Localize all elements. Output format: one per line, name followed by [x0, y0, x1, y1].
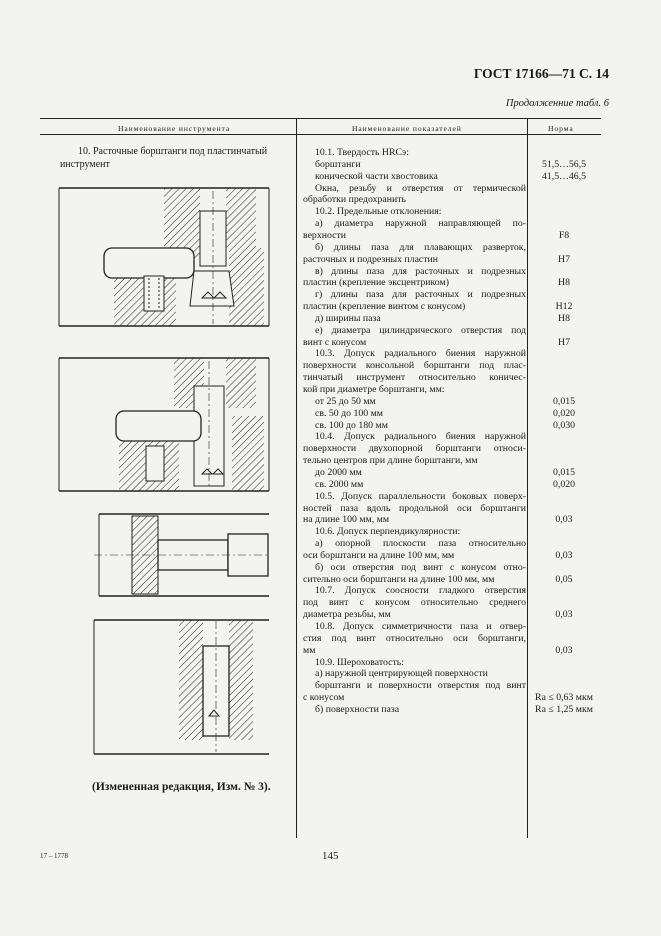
- indicator-text: б) длины паза для плавающих разверток,: [315, 241, 526, 253]
- norm-value: 41,5…46,5: [541, 170, 587, 182]
- indicator-text: а) диаметра наружной направляющей по-: [315, 218, 526, 230]
- indicator-text: пластин (крепление винтом с конусом): [303, 301, 466, 313]
- indicator-text: 10.9. Шероховатость:: [315, 656, 404, 668]
- indicator-text: 10.2. Предельные отклонения:: [315, 206, 442, 218]
- indicator-text: кой при диаметре борштанги, мм:: [303, 384, 445, 395]
- indicator-text: пластин (крепление эксцентриком): [303, 277, 449, 289]
- norm-value: H8: [558, 312, 570, 324]
- indicator-text: верхности: [303, 229, 346, 241]
- indicator-text: 10.4. Допуск радиального биения наружной: [315, 431, 526, 443]
- table-continued-label: Продолженние табл. 6: [505, 98, 609, 109]
- drawing-boring-bar-4: [54, 616, 274, 758]
- norm-value: 0,03: [555, 644, 573, 656]
- norm-value: 51,5…56,5: [541, 158, 587, 170]
- norm-value: 0,05: [555, 573, 573, 585]
- indicator-text: сительно оси борштанги на длине 100 мм, мм: [303, 573, 495, 585]
- norm-value: 0,03: [555, 609, 573, 621]
- indicator-text: е) диаметра цилиндрического отверстия под: [315, 324, 526, 336]
- page-number: 145: [322, 850, 339, 862]
- norm-value: 0,030: [552, 419, 576, 431]
- indicator-text: винт с конусом: [303, 336, 367, 348]
- col-header-indicators: Наименование показателей: [352, 124, 462, 133]
- indicator-text: 10.3. Допуск радиального биения наружной: [315, 348, 526, 360]
- indicator-text: стия под винт относительно оси борштанги,: [303, 632, 526, 644]
- indicator-text: д) ширины паза: [315, 312, 381, 324]
- norm-value: Ra ≤ 0,63 мкм: [535, 692, 593, 704]
- indicator-text: 10.1. Твердость HRCэ:: [315, 147, 409, 158]
- indicator-text: тинчатый инструмент относительно коничес-: [303, 372, 526, 384]
- drawing-boring-bar-1: [54, 186, 274, 331]
- indicator-text: а) наружной центрирующей поверхности: [315, 668, 488, 680]
- indicator-text: ностей паза вдоль продольной оси борштанги: [303, 502, 526, 514]
- indicator-text: поверхности консольной борштанги под плас-: [303, 360, 526, 372]
- indicator-text: на длине 100 мм, мм: [303, 514, 390, 526]
- col-header-tool: Наименование инструмента: [118, 124, 231, 133]
- indicator-text: св. 50 до 100 мм: [315, 407, 383, 419]
- indicator-text: а) опорной плоскости паза относительно: [315, 538, 526, 550]
- indicator-text: под винт с конусом относительно среднего: [303, 597, 526, 609]
- norm-value: H12: [555, 301, 573, 313]
- indicator-text: 10.8. Допуск симметричности паза и отвер-: [315, 621, 526, 632]
- indicator-text: борштанги и поверхности отверстия под винт: [315, 680, 526, 692]
- indicator-text: обработки предохранить: [303, 194, 406, 206]
- indicator-text: диаметра резьбы, мм: [303, 609, 391, 621]
- table-top-rule: [40, 118, 601, 119]
- indicator-text: 10.6. Допуск перпендикулярности:: [315, 526, 461, 538]
- indicator-text: Окна, резьбу и отверстия от термической: [315, 182, 526, 194]
- indicator-text: в) длины паза для расточных и подрезных: [315, 265, 526, 277]
- table-header-rule: [40, 134, 601, 135]
- norm-value: Ra ≤ 1,25 мкм: [535, 703, 593, 715]
- indicator-text: расточных и подрезных пластин: [303, 253, 439, 265]
- indicator-text: от 25 до 50 мм: [315, 395, 376, 407]
- footer-code: 17 – 1778: [40, 852, 68, 860]
- change-note: (Измененная редакция, Изм. № 3).: [92, 781, 271, 793]
- norm-value: 0,020: [552, 478, 576, 490]
- indicator-text: 10.7. Допуск соосности гладкого отверстия: [315, 585, 526, 597]
- col-header-norm: Норма: [548, 124, 574, 133]
- indicator-text: борштанги: [315, 158, 361, 170]
- indicator-text: конической части хвостовика: [315, 170, 438, 182]
- indicator-text: с конусом: [303, 692, 345, 704]
- norm-value: 0,015: [552, 466, 576, 478]
- norm-value: H8: [558, 277, 570, 289]
- norm-value: F8: [558, 229, 570, 241]
- norm-value: H7: [558, 336, 570, 348]
- page-header: ГОСТ 17166—71 С. 14: [473, 66, 609, 81]
- indicator-text: тельно центров при длине борштанги, мм: [303, 455, 478, 467]
- norm-value: 0,03: [555, 549, 573, 561]
- indicator-text: б) оси отверстия под винт с конусом отно-: [315, 561, 526, 573]
- indicator-text: оси борштанги на длине 100 мм, мм: [303, 549, 455, 561]
- norm-value: 0,020: [552, 407, 576, 419]
- norm-value: 0,015: [552, 395, 576, 407]
- norm-value: 0,03: [555, 514, 573, 526]
- indicator-text: 10.5. Допуск параллельности боковых поверх-: [315, 490, 526, 502]
- drawing-boring-bar-2: [54, 356, 274, 496]
- norm-value: H7: [558, 253, 570, 265]
- indicator-text: поверхности двухопорной борштанги относи-: [303, 443, 526, 455]
- drawing-boring-bar-3: [54, 510, 274, 602]
- indicator-text: б) поверхности паза: [315, 703, 400, 715]
- indicator-text: св. 2000 мм: [315, 478, 364, 490]
- indicator-text: св. 100 до 180 мм: [315, 419, 388, 431]
- indicator-text: г) длины паза для расточных и подрезных: [315, 289, 526, 301]
- column-divider-1: [296, 118, 297, 838]
- indicator-text: мм: [303, 644, 316, 656]
- indicator-text: до 2000 мм: [315, 466, 362, 478]
- tool-name: 10. Расточные борштанги под пластинчатый инструмент: [60, 146, 268, 170]
